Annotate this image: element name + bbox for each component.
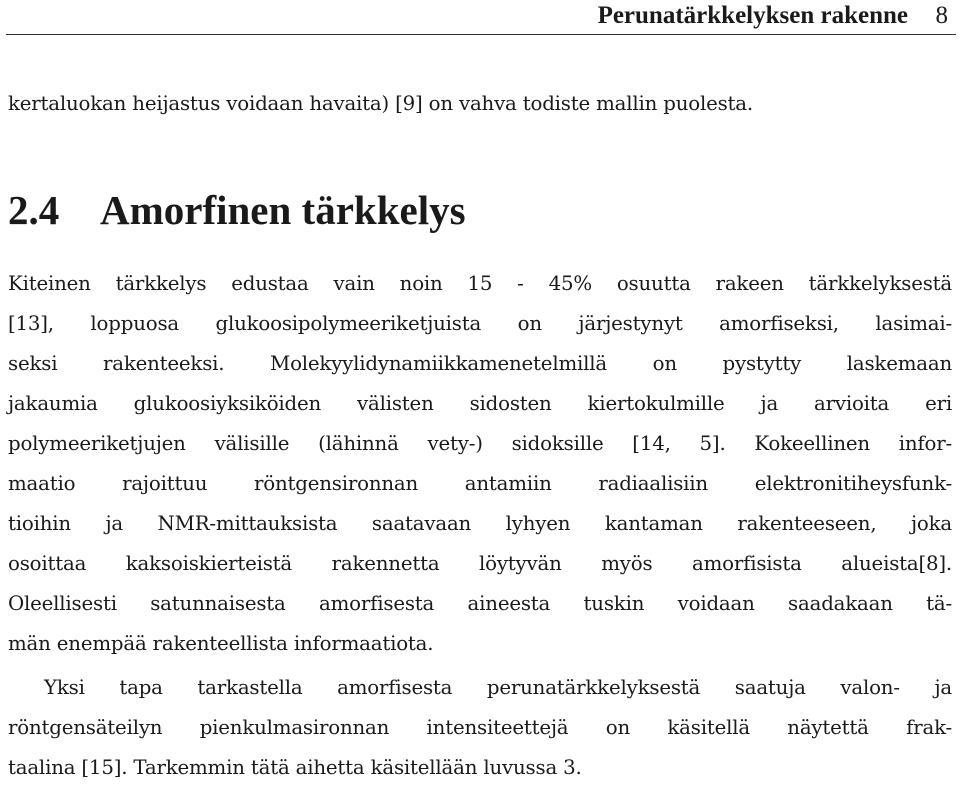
text-line: Kiteinen tärkkelys edustaa vain noin 15 - 45% osuutta rakeen tärkkelyksestä [8,272,952,295]
text-line: osoittaa kaksoiskierteistä rakennetta löytyvän myös amorfisista alueista[8]. [8,552,952,575]
page-header [6,0,956,35]
text-line: Oleellisesti satunnaisesta amorfisesta aineesta tuskin voidaan saadakaan tä- [8,592,952,615]
section-title: Amorfinen tärkkelys [100,187,466,233]
paragraph-2 [8,668,952,788]
text-line: tioihin ja NMR-mittauksista saatavaan lyhyen kantaman rakenteeseen, joka [8,512,952,535]
section-number: 2.4 [8,187,60,233]
text-line: kertaluokan heijastus voidaan havaita) [9] on vahva todiste mallin puolesta. [8,92,753,115]
section-heading [8,186,466,234]
text-line: jakaumia glukoosiyksiköiden välisten sidosten kiertokulmille ja arvioita eri [8,392,952,415]
paragraph-1 [8,264,952,664]
page-number: 8 [935,2,948,29]
carryover-text [8,84,952,124]
text-line: maatio rajoittuu röntgensironnan antamiin radiaalisiin elektronitiheysfunk- [8,472,952,495]
text-line: män enempää rakenteellista informaatiota. [8,632,434,655]
text-line: Yksi tapa tarkastella amorfisesta perunatärkkelyksestä saatuja valon- ja [44,676,952,699]
running-title: Perunatärkkelyksen rakenne [597,2,908,29]
text-line: [13], loppuosa glukoosipolymeeriketjuista on järjestynyt amorfiseksi, lasimai- [8,312,952,335]
text-line: taalina [15]. Tarkemmin tätä aihetta käsitellään luvussa 3. [8,756,582,779]
text-line: röntgensäteilyn pienkulmasironnan intensiteettejä on käsitellä näytettä frak- [8,716,952,739]
text-line: polymeeriketjujen välisille (lähinnä vety-) sidoksille [14, 5]. Kokeellinen infor- [8,432,952,455]
text-line: seksi rakenteeksi. Molekyylidynamiikkamenetelmillä on pystytty laskemaan [8,352,952,375]
